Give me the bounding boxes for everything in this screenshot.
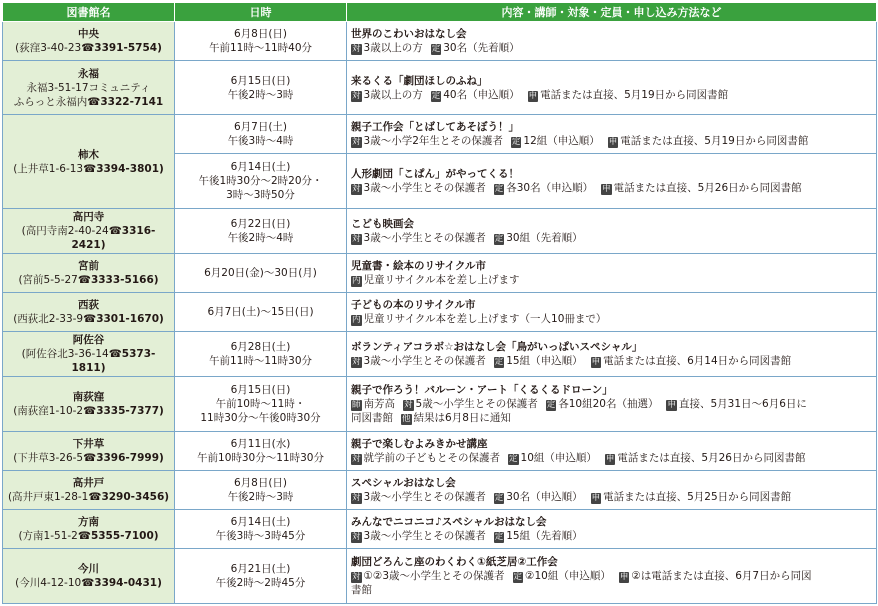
events-table — [2, 2, 877, 604]
target-badge: 対 — [352, 572, 361, 582]
datetime-cell — [175, 61, 347, 115]
apply-badge: 申 — [608, 137, 618, 147]
event-apply: 電話または直接、5月25日から同図書館 — [603, 491, 792, 503]
event-capacity: 30名（先着順） — [443, 42, 520, 54]
library-phone: ☎3290-3456) — [88, 491, 170, 503]
target-badge: 対 — [352, 90, 361, 101]
datetime-cell — [175, 432, 347, 471]
event-apply: 電話または直接、5月26日から同図書館 — [617, 452, 806, 464]
table-row — [3, 471, 877, 510]
library-cell — [3, 293, 175, 332]
library-address: (荻窪3-40-23 — [15, 42, 82, 54]
datetime-cell — [175, 377, 347, 432]
library-address: (今川4-12-10 — [15, 577, 82, 589]
event-lecturer: 南芳高 — [363, 398, 396, 410]
target-badge: 対 — [352, 532, 361, 542]
library-name: 南荻窪 — [72, 391, 105, 403]
details-cell — [347, 293, 877, 332]
header-details: 内容・講師・対象・定員・申し込み方法など — [347, 3, 877, 22]
event-time: 午前11時～11時40分 — [208, 42, 313, 54]
event-title: 子どもの本のリサイクル市 — [351, 299, 476, 311]
event-title: 劇団どろんこ座のわくわく①紙芝居②工作会 — [351, 556, 558, 568]
event-date: 6月15日(日) — [230, 74, 291, 87]
event-capacity: 各10組20名（抽選） — [558, 398, 659, 410]
table-row — [3, 332, 877, 377]
library-address: (上井草1-6-13 — [13, 162, 84, 175]
datetime-cell — [175, 209, 347, 254]
target-badge: 対 — [404, 400, 413, 410]
event-target: 3歳以上の方 — [363, 42, 423, 54]
event-capacity: 30名（申込順） — [506, 491, 583, 503]
content-badge: 内 — [352, 315, 361, 325]
library-name: 西荻 — [78, 299, 99, 311]
event-capacity: 40名（申込順） — [443, 88, 520, 101]
library-cell — [3, 432, 175, 471]
event-time: 午後2時～2時45分 — [215, 577, 306, 589]
details-cell — [347, 549, 877, 604]
event-apply: 直接、5月31日～6月6日に — [678, 398, 807, 410]
datetime-cell — [175, 510, 347, 549]
event-time: 午後1時30分～2時20分・ — [198, 175, 323, 187]
details-cell — [347, 332, 877, 377]
capacity-badge: 定 — [494, 493, 504, 503]
event-capacity: 12組（申込順） — [523, 135, 600, 147]
event-other: 結果は6月8日に通知 — [413, 412, 511, 424]
details-cell — [347, 61, 877, 115]
event-time: 午後2時～3時 — [227, 491, 294, 503]
event-time: 午前10時～11時・ — [215, 398, 306, 410]
library-name: 中央 — [78, 28, 99, 40]
event-capacity: ②10組（申込順） — [525, 570, 611, 582]
event-capacity: 各30名（申込順） — [506, 182, 594, 194]
library-address: (高井戸東1-28-1 — [7, 491, 89, 503]
details-cell — [347, 154, 877, 209]
header-library: 図書館名 — [3, 3, 175, 22]
capacity-badge: 定 — [511, 137, 521, 147]
capacity-badge: 定 — [494, 234, 504, 244]
event-date: 6月14日(土) — [230, 516, 291, 528]
library-name: 下井草 — [72, 438, 105, 450]
datetime-cell — [175, 332, 347, 377]
table-row — [3, 432, 877, 471]
event-target: 3歳～小学生とその保護者 — [363, 182, 486, 194]
table-header — [3, 3, 877, 22]
datetime-cell — [175, 293, 347, 332]
details-cell — [347, 115, 877, 154]
event-capacity: 30組（先着順） — [506, 232, 583, 244]
library-cell — [3, 332, 175, 377]
event-content: 児童リサイクル本を差し上げます — [363, 274, 520, 286]
datetime-cell — [175, 154, 347, 209]
table-row — [3, 293, 877, 332]
apply-badge: 申 — [591, 493, 601, 503]
details-cell — [347, 510, 877, 549]
apply-badge: 申 — [667, 400, 676, 410]
event-apply: 電話または直接、6月14日から同図書館 — [603, 355, 792, 367]
event-target: 3歳以上の方 — [363, 88, 423, 101]
library-cell — [3, 377, 175, 432]
event-target: 3歳～小学2年生とその保護者 — [363, 135, 503, 147]
library-address: (阿佐谷北3-36-14 — [21, 348, 109, 360]
details-cell — [347, 432, 877, 471]
event-title: 世界のこわいおはなし会 — [351, 28, 467, 40]
library-phone: ☎3394-0431) — [81, 577, 162, 589]
capacity-badge: 定 — [431, 90, 441, 101]
event-target: 3歳～小学生とその保護者 — [363, 232, 486, 244]
capacity-badge: 定 — [431, 44, 441, 54]
event-date: 6月8日(日) — [233, 477, 288, 489]
event-time: 午後3時～4時 — [227, 135, 294, 147]
event-apply-2: 書館 — [351, 584, 372, 596]
target-badge: 対 — [352, 454, 361, 464]
target-badge: 対 — [352, 234, 361, 244]
table-row — [3, 510, 877, 549]
target-badge: 対 — [352, 44, 361, 54]
event-apply: 電話または直接、5月19日から同図書館 — [540, 88, 729, 101]
table-row — [3, 115, 877, 154]
library-cell — [3, 61, 175, 115]
event-content: 児童リサイクル本を差し上げます（一人10冊まで） — [363, 313, 607, 325]
details-cell — [347, 377, 877, 432]
library-address: (方南1-51-2 — [18, 530, 78, 542]
event-capacity: 10組（申込順） — [520, 452, 597, 464]
capacity-badge: 定 — [546, 400, 556, 410]
capacity-badge: 定 — [494, 357, 504, 367]
event-time-2: 11時30分～午後0時30分 — [200, 412, 321, 424]
library-cell — [3, 510, 175, 549]
capacity-badge: 定 — [513, 572, 523, 582]
event-title: 親子で楽しむよみきかせ講座 — [351, 438, 488, 450]
header-datetime: 日時 — [175, 3, 347, 22]
datetime-cell — [175, 254, 347, 293]
event-apply-2: 同図書館 — [351, 412, 393, 424]
event-target: 3歳～小学生とその保護者 — [363, 355, 486, 367]
event-time: 午後2時～3時 — [227, 88, 294, 101]
library-phone: ☎3396-7999) — [83, 452, 164, 464]
content-badge: 内 — [352, 276, 361, 286]
event-title: みんなでニコニコ♪スペシャルおはなし会 — [351, 516, 547, 528]
event-date: 6月22日(日) — [230, 218, 291, 230]
library-address: (下井草3-26-5 — [13, 452, 84, 464]
event-target: 就学前の子どもとその保護者 — [363, 452, 501, 464]
apply-badge: 申 — [528, 90, 538, 101]
event-time: 午後2時～4時 — [227, 232, 294, 244]
datetime-cell — [175, 549, 347, 604]
table-row — [3, 254, 877, 293]
library-address: 永福3-51-17コミュニティ — [26, 81, 151, 94]
library-phone: ☎5355-7100) — [77, 530, 159, 542]
event-title: 児童書・絵本のリサイクル市 — [351, 260, 487, 272]
library-name: 永福 — [78, 67, 99, 80]
event-time-2: 3時～3時50分 — [226, 189, 295, 201]
library-name: 阿佐谷 — [72, 334, 105, 346]
capacity-badge: 定 — [509, 454, 518, 464]
library-cell — [3, 115, 175, 209]
lecturer-badge: 師 — [352, 400, 361, 410]
event-time: 午前11時～11時30分 — [208, 355, 313, 367]
apply-badge: 申 — [602, 184, 611, 194]
library-phone: ☎3301-1670) — [83, 313, 164, 325]
event-title: 親子で作ろう！バルーン・アート「くるくるドローン」 — [351, 384, 613, 396]
library-phone: ☎3316-2421) — [71, 225, 156, 251]
event-date: 6月14日(土) — [230, 161, 291, 173]
event-target: 3歳～小学生とその保護者 — [363, 530, 486, 542]
library-name: 高円寺 — [72, 211, 105, 223]
library-name: 柿木 — [78, 148, 99, 161]
capacity-badge: 定 — [494, 184, 504, 194]
event-title: ボランティアコラボ☆おはなし会「鳥がいっぱいスペシャル」 — [351, 341, 643, 353]
library-address: (高円寺南2-40-24 — [21, 225, 109, 237]
library-cell — [3, 471, 175, 510]
library-address: (南荻窪1-10-2 — [13, 405, 84, 417]
library-cell — [3, 254, 175, 293]
library-phone: ☎3322-7141 — [87, 95, 164, 108]
target-badge: 対 — [352, 493, 361, 503]
event-date: 6月15日(日) — [230, 384, 291, 396]
library-name: 方南 — [78, 516, 99, 528]
event-title: 親子工作会「とばしてあそぼう！」 — [351, 121, 519, 133]
event-date: 6月20日(金)～30日(月) — [204, 267, 317, 279]
table-row — [3, 22, 877, 61]
target-badge: 対 — [352, 137, 361, 147]
library-address: (西荻北2-33-9 — [13, 313, 84, 325]
event-time: 午前10時30分～11時30分 — [197, 452, 324, 464]
event-date: 6月28日(土) — [230, 341, 291, 353]
event-time: 午後3時～3時45分 — [215, 530, 306, 542]
library-name: 高井戸 — [72, 477, 105, 489]
event-title: 人形劇団「こぱん」がやってくる！ — [351, 168, 519, 180]
event-title: スペシャルおはなし会 — [351, 477, 456, 489]
library-cell — [3, 209, 175, 254]
library-cell — [3, 549, 175, 604]
event-title: こども映画会 — [351, 218, 414, 230]
event-date: 6月7日(土) — [233, 121, 288, 133]
datetime-cell — [175, 22, 347, 61]
library-phone: ☎5373-1811) — [71, 348, 156, 374]
table-row — [3, 61, 877, 115]
library-name: 今川 — [78, 563, 99, 575]
target-badge: 対 — [352, 184, 361, 194]
event-target: 3歳～小学生とその保護者 — [363, 491, 486, 503]
apply-badge: 申 — [591, 357, 601, 367]
details-cell — [347, 22, 877, 61]
library-phone: ☎3333-5166) — [77, 274, 159, 286]
event-apply: ②は電話または直接、6月7日から同図 — [631, 570, 812, 582]
datetime-cell — [175, 471, 347, 510]
event-date: 6月8日(日) — [233, 28, 288, 40]
table-row — [3, 549, 877, 604]
event-capacity: 15組（申込順） — [506, 355, 583, 367]
library-phone: ☎3394-3801) — [83, 162, 164, 175]
details-cell — [347, 254, 877, 293]
capacity-badge: 定 — [494, 532, 504, 542]
event-date: 6月11日(水) — [230, 438, 291, 450]
event-target: ①②3歳～小学生とその保護者 — [363, 570, 505, 582]
table-row — [3, 209, 877, 254]
event-apply: 電話または直接、5月26日から同図書館 — [613, 182, 802, 194]
event-capacity: 15組（先着順） — [506, 530, 583, 542]
apply-badge: 申 — [619, 572, 629, 582]
library-name: 宮前 — [78, 260, 99, 272]
library-phone: ☎3335-7377) — [83, 405, 164, 417]
other-badge: 他 — [402, 414, 411, 424]
library-cell — [3, 22, 175, 61]
details-cell — [347, 471, 877, 510]
target-badge: 対 — [352, 357, 361, 367]
datetime-cell — [175, 115, 347, 154]
table-row — [3, 377, 877, 432]
library-address-2: ふらっと永福内 — [13, 95, 88, 108]
event-target: 5歳～小学生とその保護者 — [415, 398, 538, 410]
library-address: (宮前5-5-27 — [18, 274, 78, 286]
event-title: 来るくる「劇団ほしのふね」 — [351, 74, 488, 87]
event-date: 6月21日(土) — [230, 563, 291, 575]
apply-badge: 申 — [605, 454, 615, 464]
library-phone: ☎3391-5754) — [81, 42, 162, 54]
details-cell — [347, 209, 877, 254]
event-apply: 電話または直接、5月19日から同図書館 — [620, 135, 809, 147]
event-date: 6月7日(土)～15日(日) — [207, 306, 314, 318]
